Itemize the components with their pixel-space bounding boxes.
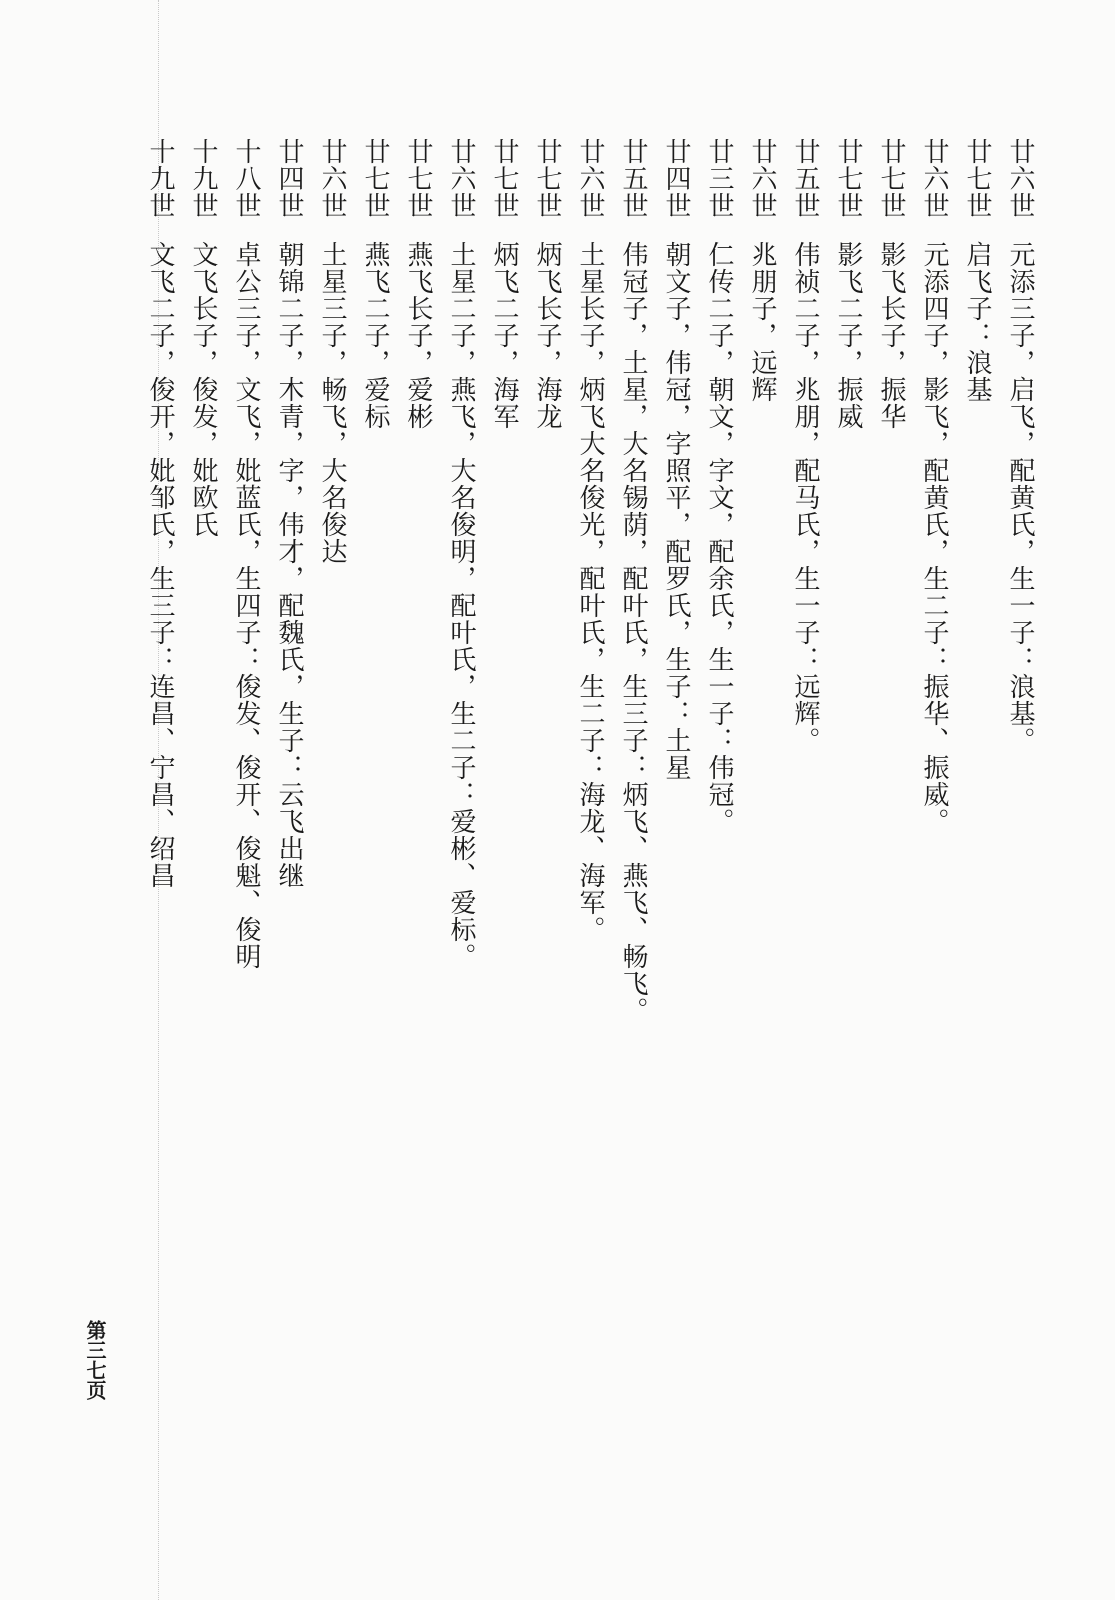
generation-label: 廿三世 <box>704 138 734 219</box>
entry-text: 伟祯二子，兆朋，配马氏，生一子：远辉。 <box>790 241 820 754</box>
generation-label: 廿七世 <box>489 138 519 219</box>
generation-label: 廿六世 <box>446 138 476 219</box>
genealogy-entry <box>570 138 610 943</box>
generation-label: 十九世 <box>145 138 175 219</box>
genealogy-entry <box>527 138 567 430</box>
genealogy-entry <box>484 138 524 430</box>
genealogy-entry <box>269 138 309 889</box>
generation-label: 廿七世 <box>876 138 906 219</box>
entry-text: 燕飞二子，爱标 <box>360 241 390 430</box>
genealogy-entry <box>871 138 911 430</box>
entry-text: 朝锦二子，木青，字，伟才，配魏氏，生子：云飞出继 <box>274 241 304 889</box>
entry-text: 仁传二子，朝文，字文，配余氏，生一子：伟冠。 <box>704 241 734 835</box>
entry-text: 土星二子，燕飞，大名俊明，配叶氏，生二子：爱彬、爱标。 <box>446 241 476 970</box>
entry-text: 影飞二子，振威 <box>833 241 863 430</box>
generation-label: 廿七世 <box>833 138 863 219</box>
entry-text: 影飞长子，振华 <box>876 241 906 430</box>
entry-text: 炳飞长子，海龙 <box>532 241 562 430</box>
generation-label: 廿七世 <box>403 138 433 219</box>
generation-label: 廿四世 <box>274 138 304 219</box>
entry-text: 燕飞长子，爱彬 <box>403 241 433 430</box>
entry-text: 启飞子：浪基 <box>962 241 992 403</box>
genealogy-entry <box>785 138 825 754</box>
genealogy-entry <box>183 138 223 538</box>
genealogy-entry <box>699 138 739 835</box>
entry-text: 文飞长子，俊发，妣欧氏 <box>188 241 218 538</box>
generation-label: 十九世 <box>188 138 218 219</box>
generation-label: 廿四世 <box>661 138 691 219</box>
entry-text: 伟冠子，土星，大名锡荫，配叶氏，生三子：炳飞、燕飞、畅飞。 <box>618 241 648 1024</box>
entry-text: 土星长子，炳飞大名俊光，配叶氏，生二子：海龙、海军。 <box>575 241 605 943</box>
entry-text: 元添三子，启飞，配黄氏，生一子：浪基。 <box>1005 241 1035 754</box>
genealogy-entry <box>957 138 997 403</box>
generation-label: 廿六世 <box>317 138 347 219</box>
genealogy-entry <box>656 138 696 781</box>
generation-label: 廿五世 <box>618 138 648 219</box>
entry-text: 文飞二子，俊开，妣邹氏，生三子：连昌、宁昌、绍昌 <box>145 241 175 889</box>
entry-text: 朝文子，伟冠，字照平，配罗氏，生子：土星 <box>661 241 691 781</box>
genealogy-entry <box>914 138 954 835</box>
entry-text: 兆朋子，远辉 <box>747 241 777 403</box>
page-number: 第三七页 <box>83 1320 107 1400</box>
entry-text: 炳飞二子，海军 <box>489 241 519 430</box>
genealogy-entry <box>441 138 481 970</box>
entry-text: 卓公三子，文飞，妣蓝氏，生四子：俊发、俊开、俊魁、俊明 <box>231 241 261 970</box>
genealogy-entry <box>398 138 438 430</box>
generation-label: 十八世 <box>231 138 261 219</box>
genealogy-entry <box>742 138 782 403</box>
genealogy-entry <box>140 138 180 889</box>
generation-label: 廿七世 <box>532 138 562 219</box>
genealogy-entry <box>1000 138 1040 754</box>
genealogy-entry <box>828 138 868 430</box>
entry-text: 土星三子，畅飞，大名俊达 <box>317 241 347 565</box>
generation-label: 廿六世 <box>575 138 605 219</box>
genealogy-entry <box>312 138 352 565</box>
generation-label: 廿六世 <box>747 138 777 219</box>
generation-label: 廿六世 <box>1005 138 1035 219</box>
genealogy-entry <box>226 138 266 970</box>
generation-label: 廿七世 <box>962 138 992 219</box>
generation-label: 廿六世 <box>919 138 949 219</box>
generation-label: 廿五世 <box>790 138 820 219</box>
genealogy-entry <box>355 138 395 430</box>
genealogy-entry <box>613 138 653 1024</box>
entry-text: 元添四子，影飞，配黄氏，生二子：振华、振威。 <box>919 241 949 835</box>
generation-label: 廿七世 <box>360 138 390 219</box>
